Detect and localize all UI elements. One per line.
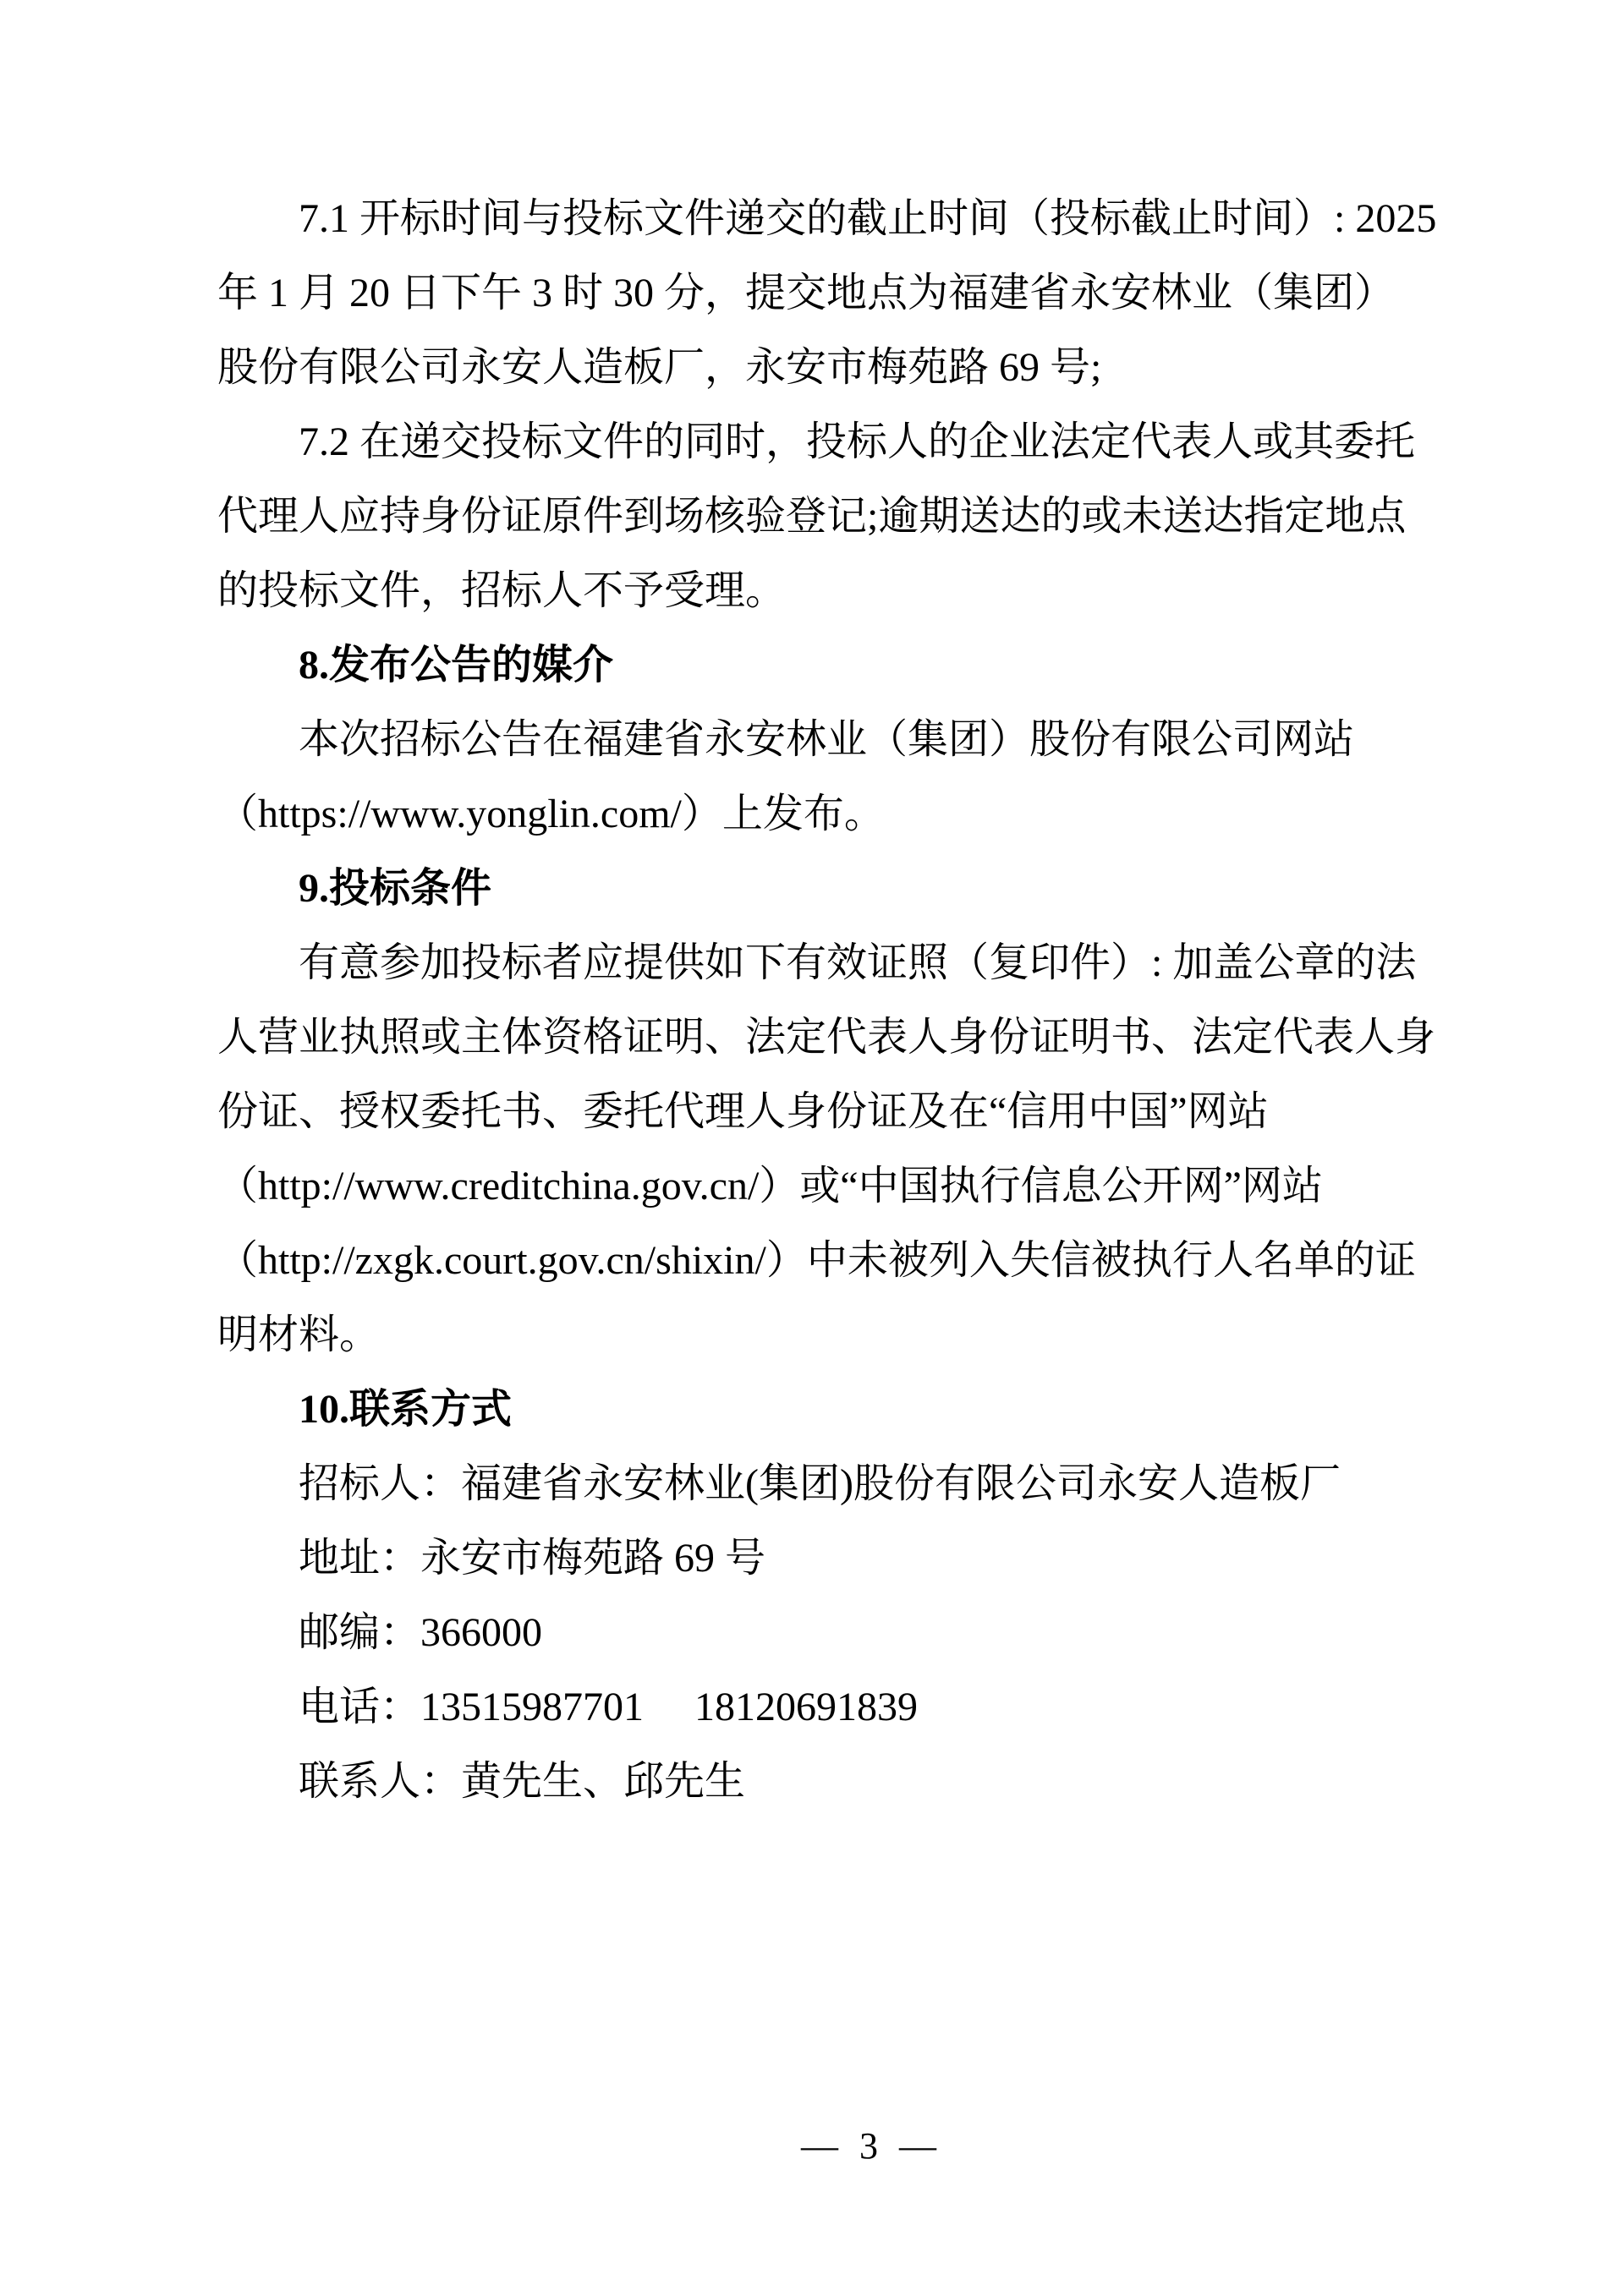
section-heading-line: 9.投标条件 xyxy=(299,866,492,911)
doc-line: 年 1 月 20 日下午 3 时 30 分，提交地点为福建省永安林业（集团） xyxy=(217,271,1396,315)
doc-line: （http://www.creditchina.gov.cn/）或“中国执行信息公开网”网站 xyxy=(217,1164,1323,1208)
doc-line: 本次招标公告在福建省永安林业（集团）股份有限公司网站 xyxy=(299,717,1355,762)
doc-line: 股份有限公司永安人造板厂，永安市梅苑路 69 号; xyxy=(217,345,1102,390)
section-heading-line: 8.发布公告的媒介 xyxy=(299,643,614,688)
doc-line: 7.1 开标时间与投标文件递交的截止时间（投标截止时间）: 2025 xyxy=(299,196,1437,241)
document-body xyxy=(217,182,1520,1819)
doc-line: 电话：13515987701 18120691839 xyxy=(299,1685,919,1729)
doc-line: 联系人：黄先生、邱先生 xyxy=(299,1759,746,1804)
doc-line: 份证、授权委托书、委托代理人身份证及在“信用中国”网站 xyxy=(217,1089,1269,1134)
doc-line: 的投标文件，招标人不予受理。 xyxy=(217,568,787,613)
doc-line: 人营业执照或主体资格证明、法定代表人身份证明书、法定代表人身 xyxy=(217,1015,1436,1060)
doc-line: （http://zxgk.court.gov.cn/shixin/）中未被列入失信被执行人名单的证 xyxy=(217,1238,1416,1283)
doc-line: 邮编：366000 xyxy=(299,1610,543,1655)
doc-line: 代理人应持身份证原件到场核验登记;逾期送达的或未送达指定地点 xyxy=(217,494,1407,539)
doc-line: 地址：永安市梅苑路 69 号 xyxy=(299,1536,766,1581)
doc-line: 7.2 在递交投标文件的同时，投标人的企业法定代表人或其委托 xyxy=(299,419,1416,464)
doc-line: 招标人：福建省永安林业(集团)股份有限公司永安人造板厂 xyxy=(299,1461,1341,1506)
section-heading-line: 10.联系方式 xyxy=(299,1387,513,1432)
doc-line: 有意参加投标者应提供如下有效证照（复印件）: 加盖公章的法 xyxy=(299,940,1417,985)
page-footer xyxy=(217,2124,1520,2168)
doc-line: （https://www.yonglin.com/）上发布。 xyxy=(217,792,885,836)
page-number: — 3 — xyxy=(801,2125,936,2167)
doc-line: 明材料。 xyxy=(217,1312,381,1357)
